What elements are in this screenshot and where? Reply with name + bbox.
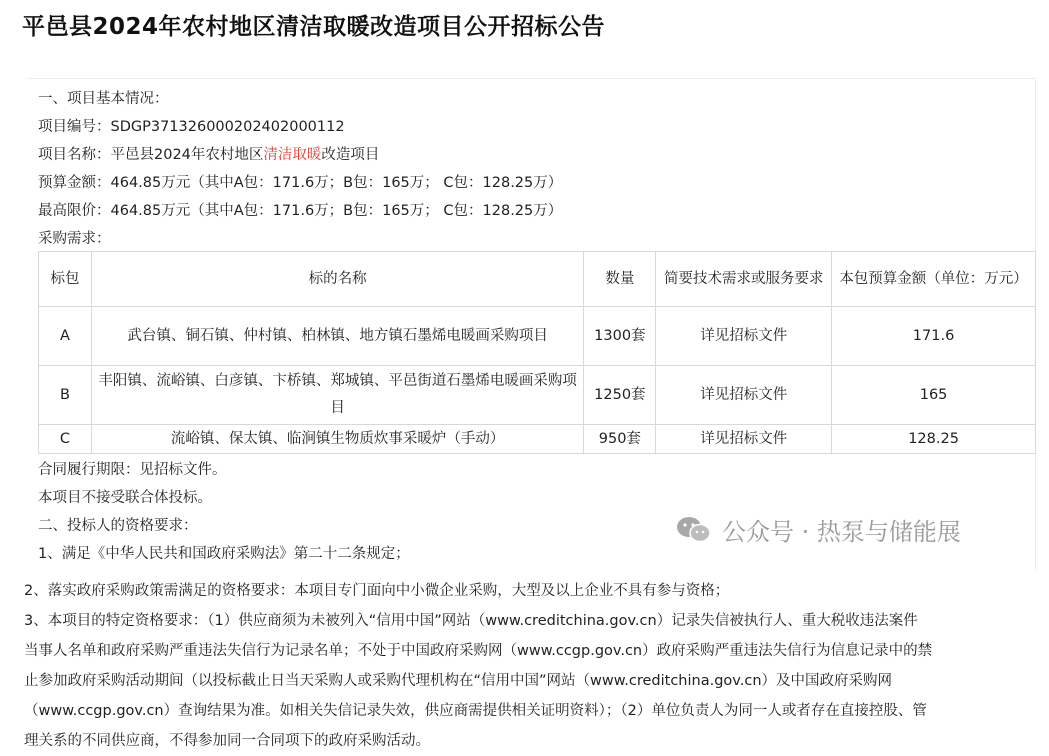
req-cell: 详见招标文件 — [656, 366, 832, 425]
watermark — [676, 512, 961, 547]
req-cell: 详见招标文件 — [656, 425, 832, 454]
consortium-note: 本项目不接受联合体投标。 — [38, 490, 212, 506]
contract-period: 合同履行期限：见招标文件。 — [38, 462, 227, 478]
qty-cell: 1300套 — [584, 307, 656, 366]
section1-heading: 一、项目基本情况： — [38, 91, 169, 107]
section2-heading: 二、投标人的资格要求： — [38, 518, 198, 534]
name-cell: 丰阳镇、流峪镇、白彦镇、卞桥镇、郑城镇、平邑街道石墨烯电暖画采购项目 — [91, 366, 583, 425]
table-row — [39, 307, 1036, 366]
project-name-post: 改造项目 — [321, 147, 380, 163]
requirement-item-3-line: 当事人名单和政府采购严重违法失信行为记录名单；不处于中国政府采购网（www.ccgp.gov.cn）政府采购严重违法失信行为信息记录中的禁 — [24, 643, 933, 659]
table-row — [39, 366, 1036, 425]
budget-amount: 预算金额：464.85万元（其中A包：171.6万；B包：165万； C包：128.25万） — [38, 175, 563, 191]
qty-cell: 950套 — [584, 425, 656, 454]
requirement-item-2: 2、落实政府采购政策需满足的资格要求：本项目专门面向中小微企业采购，大型及以上企业不具有参与资格； — [24, 583, 730, 599]
page-title: 平邑县2024年农村地区清洁取暖改造项目公开招标公告 — [22, 14, 606, 40]
lower-section — [24, 576, 1039, 756]
wechat-icon — [676, 515, 712, 545]
name-cell: 流峪镇、保太镇、临涧镇生物质炊事采暖炉（手动） — [91, 425, 583, 454]
demand-label: 采购需求： — [38, 231, 111, 247]
qty-cell: 1250套 — [584, 366, 656, 425]
project-name-highlight: 清洁取暖 — [263, 147, 322, 163]
req-cell: 详见招标文件 — [656, 307, 832, 366]
header-cell: 本包预算金额（单位：万元） — [832, 252, 1036, 307]
project-name-pre: 项目名称：平邑县2024年农村地区 — [38, 147, 264, 163]
header-cell: 数量 — [584, 252, 656, 307]
budget-cell: 128.25 — [832, 425, 1036, 454]
pkg-cell: A — [39, 307, 92, 366]
requirement-item-3-line: 3、本项目的特定资格要求：（1）供应商须为未被列入“信用中国”网站（www.creditchina.gov.cn）记录失信被执行人、重大税收违法案件 — [24, 613, 918, 629]
budget-cell: 165 — [832, 366, 1036, 425]
pkg-cell: C — [39, 425, 92, 454]
budget-cell: 171.6 — [832, 307, 1036, 366]
project-name — [38, 143, 379, 164]
pkg-cell: B — [39, 366, 92, 425]
requirement-item-3-line: 止参加政府采购活动期间（以投标截止日当天采购人或采购代理机构在“信用中国”网站（www.creditchina.gov.cn）及中国政府采购网 — [24, 673, 893, 689]
header-cell: 简要技术需求或服务要求 — [656, 252, 832, 307]
watermark-text: 公众号 · 热泵与储能展 — [722, 518, 961, 546]
name-cell: 武台镇、铜石镇、仲村镇、柏林镇、地方镇石墨烯电暖画采购项目 — [91, 307, 583, 366]
header-cell: 标的名称 — [91, 252, 583, 307]
requirement-item-3-line: 理关系的不同供应商，不得参加同一合同项下的政府采购活动。 — [24, 733, 430, 749]
table-row — [39, 425, 1036, 454]
procurement-table — [38, 251, 1036, 454]
requirement-item-1: 1、满足《中华人民共和国政府采购法》第二十二条规定； — [38, 546, 410, 562]
max-price: 最高限价：464.85万元（其中A包：171.6万；B包：165万； C包：128.25万） — [38, 203, 563, 219]
table-header-row — [39, 252, 1036, 307]
header-cell: 标包 — [39, 252, 92, 307]
requirement-item-3-line: （www.ccgp.gov.cn）查询结果为准。如相关失信记录失效，供应商需提供相关证明资料）；（2）单位负责人为同一人或者存在直接控股、管 — [24, 703, 927, 719]
project-number: 项目编号：SDGP371326000202402000112 — [38, 119, 345, 135]
